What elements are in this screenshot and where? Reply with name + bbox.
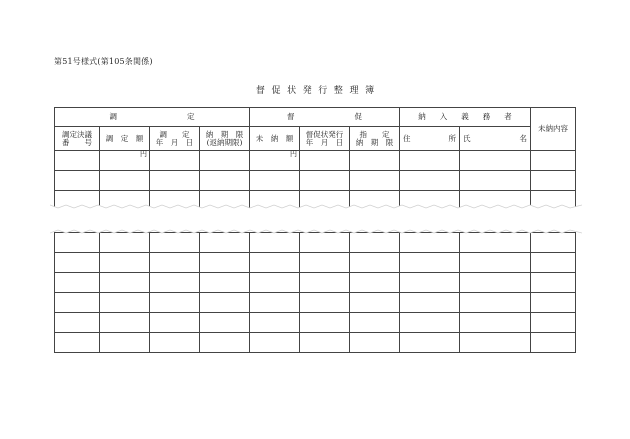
- cell[interactable]: [350, 333, 400, 353]
- header-nouki: [200, 127, 250, 151]
- group-tokusoku: [250, 108, 400, 127]
- cell[interactable]: [55, 293, 100, 313]
- cell[interactable]: [150, 333, 200, 353]
- cell[interactable]: [200, 253, 250, 273]
- cell[interactable]: [200, 333, 250, 353]
- table-row: [55, 253, 576, 273]
- header-shitei-nouki: [350, 127, 400, 151]
- cell[interactable]: [350, 171, 400, 191]
- cell[interactable]: [250, 273, 300, 293]
- header-line: 番 号: [62, 137, 92, 147]
- cell[interactable]: [100, 333, 150, 353]
- form-number: 第51号様式(第105条関係): [54, 57, 153, 66]
- cell[interactable]: [300, 273, 350, 293]
- column-header-row: [55, 127, 576, 151]
- cell[interactable]: [200, 151, 250, 171]
- cell[interactable]: [300, 253, 350, 273]
- group-chotei: [55, 108, 250, 127]
- cell[interactable]: [150, 151, 200, 171]
- yen-unit: 円: [250, 151, 300, 171]
- cell[interactable]: [350, 151, 400, 171]
- torn-edge-top: [50, 228, 582, 238]
- header-char: 住: [403, 133, 411, 143]
- header-minou-gaku: 未 納 額: [250, 127, 300, 151]
- cell[interactable]: [460, 313, 531, 333]
- header-minou-naiyo: 未納内容: [531, 108, 576, 151]
- table-row: [55, 151, 576, 171]
- group-gimusha-char: 義: [461, 112, 469, 122]
- cell[interactable]: [55, 253, 100, 273]
- cell[interactable]: [400, 293, 460, 313]
- header-hakko-date: [300, 127, 350, 151]
- group-tokusoku-char: 促: [354, 112, 362, 122]
- cell[interactable]: [400, 171, 460, 191]
- table-row: [55, 333, 576, 353]
- header-line: 納 期 限: [205, 129, 244, 139]
- cell[interactable]: [250, 253, 300, 273]
- header-line: 年 月 日: [155, 137, 194, 147]
- group-tokusoku-char: 督: [287, 112, 295, 122]
- group-gimusha-char: 者: [504, 112, 512, 122]
- cell[interactable]: [531, 293, 576, 313]
- cell[interactable]: [55, 333, 100, 353]
- cell[interactable]: [150, 253, 200, 273]
- title-char: 発: [302, 86, 312, 96]
- group-gimusha-char: 入: [439, 112, 448, 122]
- cell[interactable]: [55, 273, 100, 293]
- cell[interactable]: [200, 313, 250, 333]
- table-row: [55, 171, 576, 191]
- cell[interactable]: [150, 313, 200, 333]
- cell[interactable]: [250, 313, 300, 333]
- cell[interactable]: [531, 151, 576, 171]
- cell[interactable]: [100, 273, 150, 293]
- title-char: 状: [287, 86, 297, 96]
- cell[interactable]: [150, 273, 200, 293]
- title-char: 理: [349, 86, 359, 96]
- ledger-table-lower: [54, 232, 576, 353]
- ledger-table-upper: [54, 107, 576, 211]
- header-kessai-bango: [55, 127, 100, 151]
- cell[interactable]: [531, 333, 576, 353]
- cell[interactable]: [55, 151, 100, 171]
- cell[interactable]: [200, 293, 250, 313]
- cell[interactable]: [460, 293, 531, 313]
- header-jusho: [400, 127, 460, 151]
- cell[interactable]: [55, 171, 100, 191]
- cell[interactable]: [300, 171, 350, 191]
- cell[interactable]: [300, 313, 350, 333]
- group-chotei-char: 定: [187, 112, 195, 122]
- group-gimusha: [400, 108, 531, 127]
- cell[interactable]: [400, 333, 460, 353]
- cell[interactable]: [300, 333, 350, 353]
- title-char: 行: [318, 86, 328, 96]
- ledger-title: [0, 83, 630, 96]
- cell[interactable]: [150, 171, 200, 191]
- cell[interactable]: [100, 313, 150, 333]
- header-chotei-date: [150, 127, 200, 151]
- cell[interactable]: [460, 333, 531, 353]
- cell[interactable]: [460, 253, 531, 273]
- cell[interactable]: [350, 313, 400, 333]
- group-header-row: [55, 108, 576, 127]
- header-line: 指 定: [359, 129, 390, 139]
- header-line: 督促状発行: [305, 129, 344, 139]
- header-line: 調 定: [159, 129, 190, 139]
- header-line: 調定決議: [62, 129, 92, 139]
- cell[interactable]: [150, 293, 200, 313]
- cell[interactable]: [300, 293, 350, 313]
- cell[interactable]: [100, 293, 150, 313]
- header-char: 名: [519, 133, 527, 143]
- cell[interactable]: [200, 273, 250, 293]
- header-shimei: [460, 127, 531, 151]
- cell[interactable]: [250, 333, 300, 353]
- cell[interactable]: [460, 171, 531, 191]
- header-char: 氏: [463, 133, 471, 143]
- header-chotei-gaku: 調 定 額: [100, 127, 150, 151]
- yen-unit: 円: [100, 151, 150, 171]
- cell[interactable]: [350, 273, 400, 293]
- cell[interactable]: [350, 293, 400, 313]
- cell[interactable]: [531, 253, 576, 273]
- torn-edge-bottom: [50, 201, 582, 211]
- cell[interactable]: [460, 151, 531, 171]
- cell[interactable]: [100, 171, 150, 191]
- cell[interactable]: [100, 253, 150, 273]
- cell[interactable]: [300, 151, 350, 171]
- table-row: [55, 273, 576, 293]
- cell[interactable]: [250, 171, 300, 191]
- title-char: 整: [333, 86, 343, 96]
- header-line: (返納期限): [206, 137, 243, 147]
- group-gimusha-char: 務: [482, 112, 491, 122]
- cell[interactable]: [460, 273, 531, 293]
- title-char: 督: [255, 86, 265, 96]
- cell[interactable]: [250, 293, 300, 313]
- table-row: [55, 293, 576, 313]
- cell[interactable]: [400, 151, 460, 171]
- header-line: 年 月 日: [305, 137, 344, 147]
- group-gimusha-char: 納: [418, 112, 426, 122]
- cell[interactable]: [531, 171, 576, 191]
- cell[interactable]: [531, 273, 576, 293]
- header-line: 納 期 限: [355, 137, 394, 147]
- group-chotei-char: 調: [109, 112, 117, 122]
- header-char: 所: [448, 133, 456, 143]
- table-row: [55, 313, 576, 333]
- cell[interactable]: [531, 313, 576, 333]
- cell[interactable]: [55, 313, 100, 333]
- cell[interactable]: [400, 253, 460, 273]
- cell[interactable]: [400, 273, 460, 293]
- title-char: 簿: [365, 86, 375, 96]
- title-char: 促: [271, 86, 281, 96]
- cell[interactable]: [350, 253, 400, 273]
- cell[interactable]: [400, 313, 460, 333]
- cell[interactable]: [200, 171, 250, 191]
